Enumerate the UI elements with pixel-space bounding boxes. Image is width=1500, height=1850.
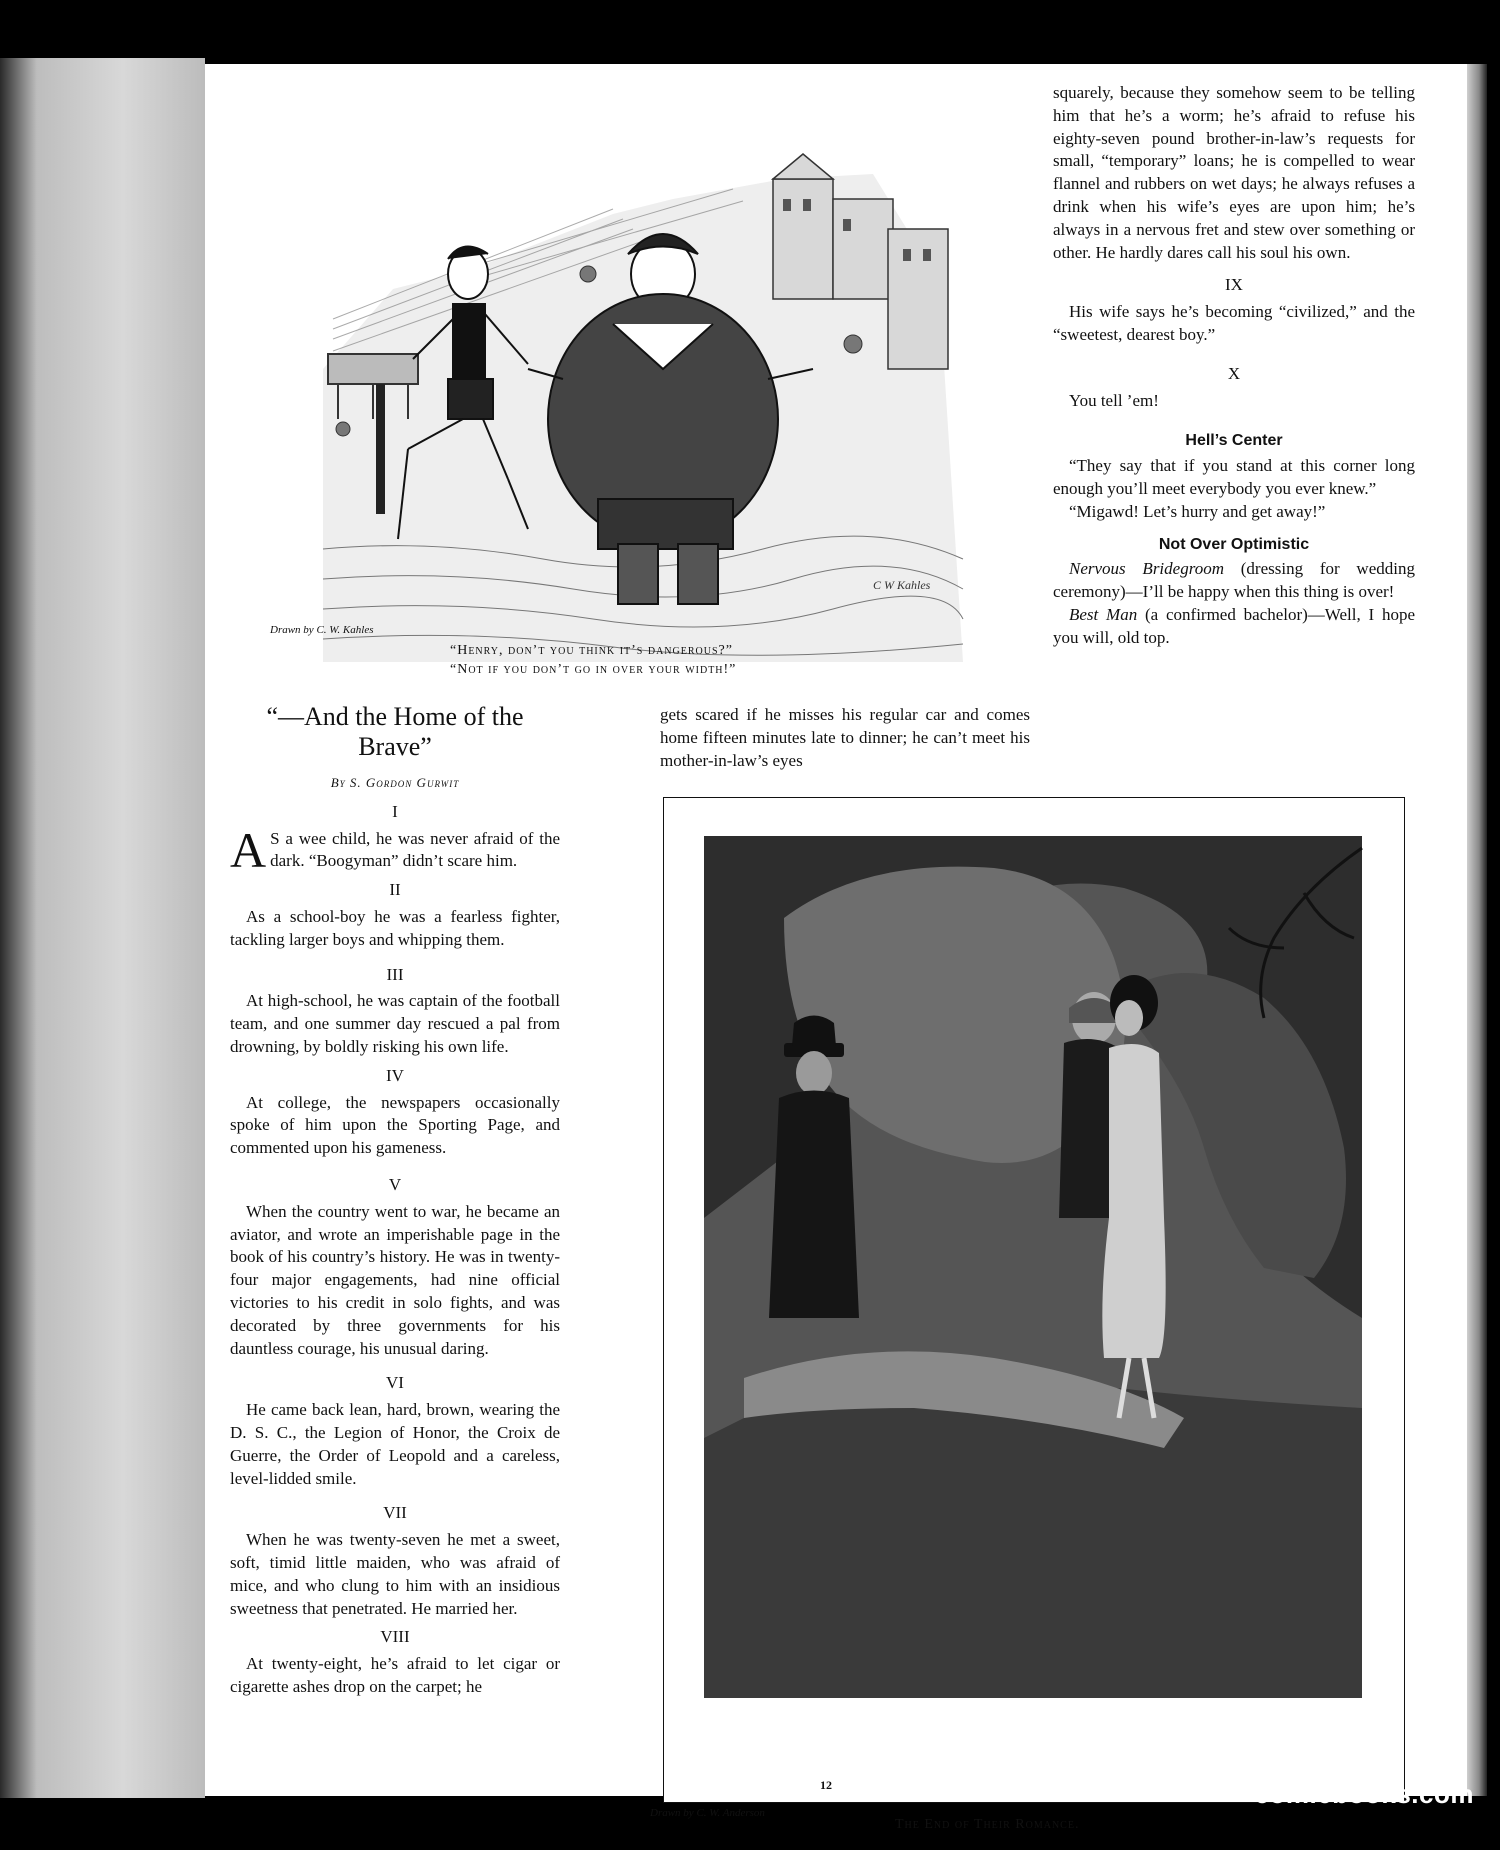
caption-line-1: “Henry, don’t you think it’s dangerous?”: [450, 643, 733, 658]
section-text: You tell ’em!: [1069, 390, 1159, 410]
page-number: 12: [820, 1778, 832, 1792]
section-number: III: [386, 964, 404, 984]
article-left-column: [230, 702, 560, 1699]
romance-illustration: [664, 798, 1404, 1802]
article-right-column: [1053, 82, 1415, 650]
section-number: VIII: [380, 1627, 410, 1647]
drop-cap: A: [230, 821, 267, 878]
section-number: VII: [383, 1503, 407, 1523]
cartoon-credit: Drawn by C. W. Kahles: [270, 624, 374, 636]
section-number: IV: [386, 1065, 404, 1085]
joke-text: “They say that if you stand at this corner long enough you’ll meet everybody you ever knew.”: [1053, 456, 1415, 498]
romance-caption: The End of Their Romance.: [895, 1817, 1080, 1832]
watermark: comicbooks.com: [1254, 1779, 1474, 1809]
section-number: X: [1227, 363, 1241, 383]
beach-cartoon-illustration: [313, 119, 971, 662]
section-text: When he was twenty-seven he met a sweet, soft, timid little maiden, who was afraid of mice, and who clung to him with an insidious sweetness that penetrated. He married her.: [230, 1530, 560, 1618]
joke-text: Nervous Bridegroom (dressing for wedding ceremony)—I’ll be happy when this thing is over!: [1053, 559, 1415, 602]
romance-illustration-frame: [663, 797, 1405, 1803]
section-number: I: [392, 801, 398, 821]
magazine-page: [205, 64, 1467, 1832]
section-text: His wife says he’s becoming “civilized,” and the “sweetest, dearest boy.”: [1053, 302, 1415, 344]
binding-gutter: [0, 58, 205, 1798]
section-text: At high-school, he was captain of the football team, and one summer day rescued a pal from drowning, by boldly risking his own life.: [230, 991, 560, 1056]
section-number: VI: [386, 1373, 404, 1393]
not-over-optimistic-heading: Not Over Optimistic: [1158, 535, 1310, 553]
section-number: II: [389, 880, 401, 900]
section-text: He came back lean, hard, brown, wearing the D. S. C., the Legion of Honor, the Croix de Guerre, the Order of Leopold and a careless, level-lidded smile.: [230, 1400, 560, 1488]
romance-credit: Drawn by C. W. Anderson: [650, 1807, 765, 1819]
continuation-text: gets scared if he misses his regular car and comes home fifteen minutes late to dinner; he can’t meet his mother-in-law’s eyes: [660, 705, 1030, 770]
page-edge: [1467, 64, 1487, 1796]
section-text: A S a wee child, he was never afraid of the dark. “Boogyman” didn’t scare him.: [230, 821, 560, 878]
section-number: IX: [1225, 275, 1243, 295]
section-text: When the country went to war, he became an aviator, and wrote an imperishable page in the book of his country’s history. He was in twenty-four major engagements, had nine official victories to his credit in solo fights, and was decorated by three governments for his dauntless courage, his unusual daring.: [230, 1201, 560, 1358]
cartoon-signature: C W Kahles: [873, 578, 931, 592]
caption-line-2: “Not if you don’t go in over your width!”: [450, 662, 737, 677]
section-text: As a school-boy he was a fearless fighter, tackling larger boys and whipping them.: [230, 906, 560, 949]
section-number: V: [388, 1174, 402, 1194]
continuation-text: squarely, because they somehow seem to be telling him that he’s a worm; he’s afraid to refuse his eighty-seven pound brother-in-law’s requests for small, “temporary” loans; he is compelled to wear flannel and rubbers on wet days; he always refuses a drink when his wife’s eyes are upon him; he’s always in a nervous fret and stew over something or other. He hardly dares call his soul his own.: [1053, 83, 1415, 262]
article-title: “—And the Home of the Brave”: [266, 702, 524, 761]
hells-center-heading: Hell’s Center: [1185, 432, 1283, 450]
joke-text: “Migawd! Let’s hurry and get away!”: [1069, 501, 1326, 521]
joke-text: Best Man (a confirmed bachelor)—Well, I hope you will, old top.: [1053, 604, 1415, 647]
article-byline: By S. Gordon Gurwit: [330, 775, 460, 790]
section-text: At college, the newspapers occasionally spoke of him upon the Sporting Page, and commented upon his gameness.: [230, 1092, 560, 1158]
cartoon-caption: [450, 641, 736, 679]
section-text: At twenty-eight, he’s afraid to let cigar or cigarette ashes drop on the carpet; he: [230, 1654, 560, 1696]
article-middle-column: [660, 704, 1030, 772]
beach-cartoon: [313, 119, 971, 662]
